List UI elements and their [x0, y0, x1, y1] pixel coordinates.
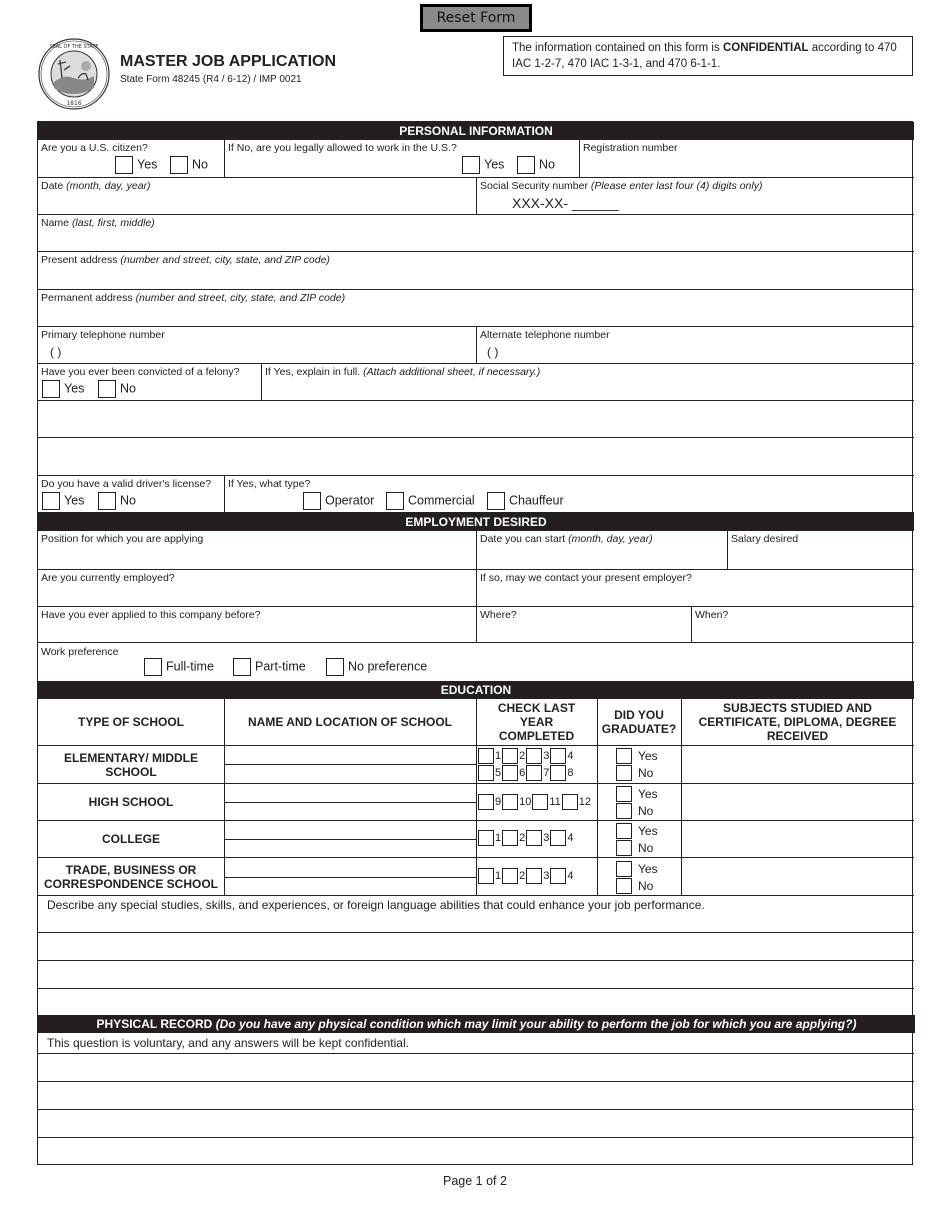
- svg-text:1816: 1816: [66, 100, 82, 107]
- section-employment-desired: EMPLOYMENT DESIRED: [38, 513, 914, 531]
- checkbox[interactable]: [526, 830, 542, 846]
- when-label: When?: [695, 609, 729, 621]
- checkbox[interactable]: [144, 658, 162, 676]
- option-label: Operator: [325, 493, 375, 508]
- option-label: No: [120, 381, 136, 396]
- svg-text:SEAL OF THE STATE: SEAL OF THE STATE: [49, 44, 99, 50]
- year-label: 11: [549, 796, 561, 808]
- where-field[interactable]: [476, 607, 691, 643]
- divider: [224, 802, 476, 803]
- school-type-high-school: HIGH SCHOOL: [88, 795, 174, 809]
- alternate-phone-label: Alternate telephone number: [480, 329, 610, 341]
- checkbox[interactable]: [550, 830, 566, 846]
- contact-employer-label: If so, may we contact your present employer?: [480, 572, 692, 584]
- physical-note: This question is voluntary, and any answers will be kept confidential.: [47, 1036, 409, 1050]
- checkbox[interactable]: [526, 868, 542, 884]
- option-label: No: [638, 840, 654, 855]
- label-text: Social Security number: [480, 180, 591, 192]
- option-label: Yes: [137, 157, 158, 172]
- checkbox[interactable]: [98, 492, 116, 510]
- registration-number-label: Registration number: [583, 142, 678, 154]
- divider: [38, 1137, 914, 1138]
- license-cell: [38, 476, 224, 513]
- col-type-of-school: TYPE OF SCHOOL: [77, 715, 184, 729]
- position-label: Position for which you are applying: [41, 533, 204, 545]
- year-label: 1: [495, 832, 502, 844]
- checkbox[interactable]: [326, 658, 344, 676]
- year-label: 2: [519, 832, 526, 844]
- felony-explain-field[interactable]: [261, 364, 914, 401]
- applied-before-field[interactable]: [38, 607, 476, 643]
- checkbox[interactable]: [502, 868, 518, 884]
- option-label: No: [638, 765, 654, 780]
- application-form: [37, 121, 913, 1165]
- start-date-field[interactable]: [476, 531, 727, 570]
- section-title: PHYSICAL RECORD: [96, 1017, 216, 1031]
- label-text: Present address: [41, 254, 121, 266]
- name-field[interactable]: [38, 215, 914, 252]
- checkbox[interactable]: [550, 868, 566, 884]
- section-personal-information: PERSONAL INFORMATION: [38, 122, 914, 140]
- license-operator-option[interactable]: [303, 492, 374, 510]
- felony-cell: [38, 364, 261, 401]
- salary-label: Salary desired: [731, 533, 799, 545]
- form-number: State Form 48245 (R4 / 6-12) / IMP 0021: [120, 74, 302, 85]
- contact-employer-field[interactable]: [476, 570, 914, 607]
- year-label: 6: [519, 767, 526, 779]
- checkbox[interactable]: [616, 840, 632, 856]
- work-allowed-no-option[interactable]: [517, 156, 555, 174]
- year-label: 1: [495, 870, 502, 882]
- checkbox[interactable]: [170, 156, 188, 174]
- option-label: Full-time: [166, 659, 214, 674]
- year-label: 12: [578, 796, 592, 808]
- label-text: If Yes, explain in full.: [265, 366, 364, 378]
- option-label: Yes: [638, 786, 658, 801]
- license-label: Do you have a valid driver's license?: [41, 478, 212, 490]
- divider: [38, 1081, 914, 1082]
- alternate-phone-parens: ( ): [487, 345, 499, 359]
- option-label: Yes: [638, 823, 658, 838]
- divider: [224, 764, 476, 765]
- divider: [38, 895, 914, 896]
- divider: [38, 932, 914, 933]
- label-hint: (last, first, middle): [71, 217, 155, 229]
- highschool-graduate: [616, 785, 658, 819]
- felony-explain-label: [265, 366, 540, 378]
- graduate-no-option[interactable]: [616, 764, 658, 781]
- checkbox[interactable]: [616, 878, 632, 894]
- school-type-trade: TRADE, BUSINESS OR CORRESPONDENCE SCHOOL: [43, 862, 219, 891]
- option-label: Commercial: [408, 493, 475, 508]
- felony-explain-line[interactable]: [38, 401, 914, 438]
- option-label: Yes: [484, 157, 505, 172]
- checkbox[interactable]: [616, 823, 632, 839]
- section-subtitle: (Do you have any physical condition which may limit your ability to perform the job for which you are applying?): [215, 1017, 857, 1031]
- year-label: 8: [567, 767, 574, 779]
- graduate-yes-option[interactable]: [616, 860, 658, 877]
- year-label: 9: [495, 796, 502, 808]
- checkbox[interactable]: [526, 748, 542, 764]
- work-allowed-label: If No, are you legally allowed to work in the U.S.?: [228, 142, 457, 154]
- position-field[interactable]: [38, 531, 476, 570]
- label-text: Name: [41, 217, 72, 229]
- work-preference-cell: [38, 643, 914, 681]
- felony-no-option[interactable]: [98, 380, 136, 398]
- label-hint: (Please enter last four (4) digits only): [590, 180, 763, 192]
- work-preference-label: Work preference: [41, 646, 119, 658]
- label-text: Permanent address: [41, 292, 136, 304]
- option-label: No preference: [348, 659, 428, 674]
- checkbox[interactable]: [616, 861, 632, 877]
- citizen-label: Are you a U.S. citizen?: [41, 142, 148, 154]
- checkbox[interactable]: [42, 492, 60, 510]
- ssn-label: [480, 180, 762, 192]
- option-label: Yes: [638, 861, 658, 876]
- confidential-text: The information contained on this form is: [512, 42, 723, 54]
- option-label: No: [192, 157, 208, 172]
- page-number: Page 1 of 2: [443, 1174, 507, 1188]
- graduate-no-option[interactable]: [616, 877, 658, 894]
- primary-phone-label: Primary telephone number: [41, 329, 165, 341]
- checkbox[interactable]: [550, 765, 566, 781]
- special-studies-label: Describe any special studies, skills, and experiences, or foreign language abilities that could enhance your job performance.: [47, 898, 705, 912]
- elementary-years-row2: [478, 765, 575, 781]
- checkbox[interactable]: [502, 794, 518, 810]
- when-field[interactable]: [691, 607, 914, 643]
- option-label: No: [120, 493, 136, 508]
- license-no-option[interactable]: [98, 492, 136, 510]
- license-yes-option[interactable]: [42, 492, 84, 510]
- where-label: Where?: [480, 609, 517, 621]
- checkbox[interactable]: [478, 794, 494, 810]
- college-years: [478, 830, 575, 846]
- checkbox[interactable]: [462, 156, 480, 174]
- label-text: Date you can start: [480, 533, 569, 545]
- trade-graduate: [616, 860, 658, 894]
- present-address-label: [41, 254, 330, 266]
- graduate-yes-option[interactable]: [616, 747, 658, 764]
- graduate-yes-option[interactable]: [616, 822, 658, 839]
- year-label: 7: [543, 767, 550, 779]
- option-label: Chauffeur: [509, 493, 564, 508]
- citizen-yes-option[interactable]: [115, 156, 157, 174]
- permanent-address-field[interactable]: [38, 290, 914, 327]
- present-address-field[interactable]: [38, 252, 914, 290]
- reset-form-button[interactable]: Reset Form: [420, 4, 532, 32]
- option-label: No: [638, 803, 654, 818]
- option-label: Yes: [638, 748, 658, 763]
- date-label: [41, 180, 151, 192]
- divider: [224, 839, 476, 840]
- label-hint: (month, day, year): [66, 180, 151, 192]
- felony-label: Have you ever been convicted of a felony?: [41, 366, 240, 378]
- checkbox[interactable]: [532, 794, 548, 810]
- license-chauffeur-option[interactable]: [487, 492, 564, 510]
- checkbox[interactable]: [386, 492, 404, 510]
- label-hint: (month, day, year): [568, 533, 653, 545]
- year-label: 3: [543, 870, 550, 882]
- col-subjects: SUBJECTS STUDIED AND CERTIFICATE, DIPLOMA, DEGREE RECEIVED: [698, 701, 897, 743]
- year-label: 4: [567, 870, 574, 882]
- checkbox[interactable]: [562, 794, 578, 810]
- checkbox[interactable]: [478, 868, 494, 884]
- alternate-phone-field[interactable]: [476, 327, 914, 364]
- state-seal-icon: [38, 38, 110, 110]
- trade-years: [478, 868, 575, 884]
- option-label: No: [638, 878, 654, 893]
- section-education: EDUCATION: [38, 681, 914, 699]
- ssn-field[interactable]: [476, 178, 914, 215]
- citizen-no-option[interactable]: [170, 156, 208, 174]
- col-graduate: DID YOU GRADUATE?: [601, 708, 677, 736]
- divider: [224, 877, 476, 878]
- checkbox[interactable]: [478, 765, 494, 781]
- year-label: 1: [495, 750, 502, 762]
- checkbox[interactable]: [478, 748, 494, 764]
- checkbox[interactable]: [115, 156, 133, 174]
- label-hint: (number and street, city, state, and ZIP code): [135, 292, 346, 304]
- school-type-elementary: ELEMENTARY/ MIDDLE SCHOOL: [64, 750, 198, 779]
- year-label: 2: [519, 870, 526, 882]
- year-label: 4: [567, 750, 574, 762]
- confidential-bold: CONFIDENTIAL: [722, 42, 809, 54]
- year-label: 2: [519, 750, 526, 762]
- divider: [224, 699, 225, 895]
- graduate-no-option[interactable]: [616, 839, 658, 856]
- divider: [476, 699, 477, 895]
- graduate-yes-option[interactable]: [616, 785, 658, 802]
- elementary-graduate: [616, 747, 658, 781]
- checkbox[interactable]: [42, 380, 60, 398]
- checkbox[interactable]: [526, 765, 542, 781]
- primary-phone-field[interactable]: [38, 327, 476, 364]
- ssn-value: XXX-XX- ______: [512, 195, 619, 211]
- option-label: Yes: [64, 381, 85, 396]
- checkbox[interactable]: [233, 658, 251, 676]
- checkbox[interactable]: [487, 492, 505, 510]
- divider: [38, 1053, 914, 1054]
- currently-employed-label: Are you currently employed?: [41, 572, 175, 584]
- name-label: [41, 217, 155, 229]
- felony-yes-option[interactable]: [42, 380, 84, 398]
- label-hint: (Attach additional sheet, if necessary.): [363, 366, 541, 378]
- divider: [38, 988, 914, 989]
- felony-explain-line[interactable]: [38, 438, 914, 476]
- col-last-year: CHECK LAST YEAR COMPLETED: [497, 701, 576, 743]
- year-label: 5: [495, 767, 502, 779]
- option-label: Part-time: [255, 659, 306, 674]
- checkbox[interactable]: [517, 156, 535, 174]
- checkbox[interactable]: [616, 748, 632, 764]
- label-text: Date: [41, 180, 67, 192]
- divider: [38, 960, 914, 961]
- graduate-no-option[interactable]: [616, 802, 658, 819]
- date-field[interactable]: [38, 178, 476, 215]
- divider: [597, 699, 598, 895]
- year-label: 4: [567, 832, 574, 844]
- pref-parttime-option[interactable]: [233, 658, 306, 676]
- checkbox[interactable]: [550, 748, 566, 764]
- option-label: Yes: [64, 493, 85, 508]
- currently-employed-field[interactable]: [38, 570, 476, 607]
- checkbox[interactable]: [303, 492, 321, 510]
- option-label: No: [539, 157, 555, 172]
- college-graduate: [616, 822, 658, 856]
- divider: [38, 1109, 914, 1110]
- col-name-location: NAME AND LOCATION OF SCHOOL: [248, 715, 452, 729]
- pref-fulltime-option[interactable]: [144, 658, 214, 676]
- highschool-years: [478, 794, 592, 810]
- work-allowed-yes-option[interactable]: [462, 156, 504, 174]
- checkbox[interactable]: [616, 765, 632, 781]
- checkbox[interactable]: [98, 380, 116, 398]
- citizen-cell: [38, 140, 224, 178]
- elementary-years-row1: [478, 748, 575, 764]
- label-hint: (number and street, city, state, and ZIP code): [120, 254, 330, 266]
- year-label: 3: [543, 750, 550, 762]
- license-commercial-option[interactable]: [386, 492, 475, 510]
- pref-nopreference-option[interactable]: [326, 658, 427, 676]
- work-allowed-cell: [224, 140, 579, 178]
- school-type-college: COLLEGE: [101, 832, 160, 846]
- start-date-label: [480, 533, 653, 545]
- checkbox[interactable]: [478, 830, 494, 846]
- applied-before-label: Have you ever applied to this company before?: [41, 609, 261, 621]
- license-type-cell: [224, 476, 914, 513]
- divider: [681, 699, 682, 895]
- confidential-notice: [503, 36, 913, 76]
- primary-phone-parens: ( ): [50, 345, 62, 359]
- year-label: 10: [519, 796, 532, 808]
- checkbox[interactable]: [502, 765, 518, 781]
- checkbox[interactable]: [616, 786, 632, 802]
- year-label: 3: [543, 832, 550, 844]
- form-title: MASTER JOB APPLICATION: [120, 53, 337, 70]
- checkbox[interactable]: [502, 748, 518, 764]
- registration-number-field[interactable]: [579, 140, 914, 178]
- checkbox[interactable]: [502, 830, 518, 846]
- checkbox[interactable]: [616, 803, 632, 819]
- salary-field[interactable]: [727, 531, 914, 570]
- permanent-address-label: [41, 292, 345, 304]
- section-physical-record: [38, 1015, 915, 1033]
- confidential-text-rest: according to 470 IAC 1-2-7, 470 IAC 1-3-1, and 470 6-1-1.: [512, 42, 897, 70]
- license-type-label: If Yes, what type?: [228, 478, 311, 490]
